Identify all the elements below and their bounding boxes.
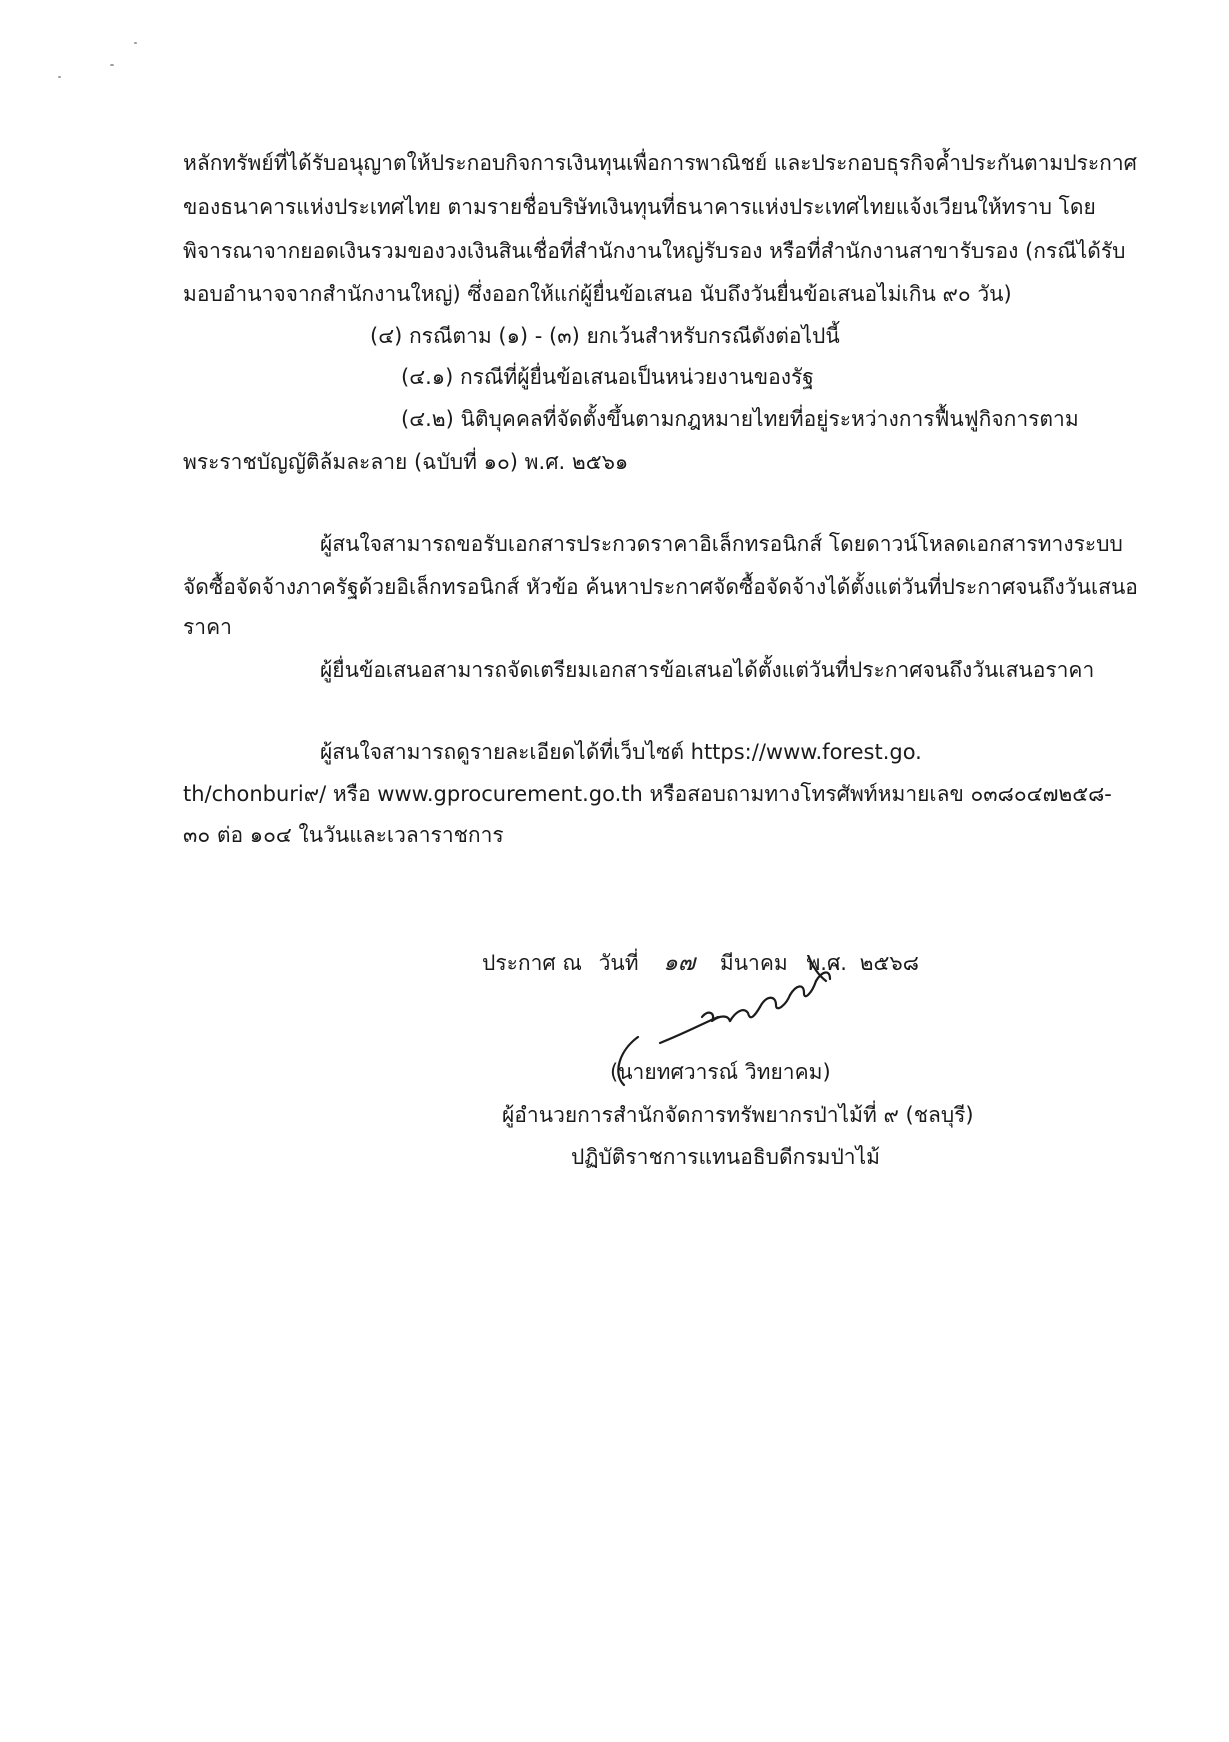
body-line: หลักทรัพย์ที่ได้รับอนุญาตให้ประกอบกิจการเงินทุนเพื่อการพาณิชย์ และประกอบธุรกิจค้ำประกันตามประกาศ bbox=[183, 151, 1137, 175]
announce-prefix: ประกาศ ณ bbox=[482, 951, 582, 975]
announce-month: มีนาคม bbox=[719, 951, 788, 975]
body-line: ผู้สนใจสามารถดูรายละเอียดได้ที่เว็บไซต์ https://www.forest.go. bbox=[320, 740, 922, 764]
body-line: จัดซื้อจัดจ้างภาครัฐด้วยอิเล็กทรอนิกส์ หัวข้อ ค้นหาประกาศจัดซื้อจัดจ้างได้ตั้งแต่วันที่ประกาศจนถึงวันเสนอ bbox=[183, 575, 1138, 599]
signatory-acting: ปฏิบัติราชการแทนอธิบดีกรมป่าไม้ bbox=[571, 1145, 881, 1169]
signatory-position: ผู้อำนวยการสำนักจัดการทรัพยากรป่าไม้ที่ ๙ (ชลบุรี) bbox=[502, 1103, 974, 1127]
list-item-4: (๔) กรณีตาม (๑) - (๓) ยกเว้นสำหรับกรณีดังต่อไปนี้ bbox=[370, 324, 840, 348]
list-item-4-2-cont: พระราชบัญญัติล้มละลาย (ฉบับที่ ๑๐) พ.ศ. ๒๕๖๑ bbox=[183, 450, 629, 474]
body-line: มอบอำนาจจากสำนักงานใหญ่) ซึ่งออกให้แก่ผู้ยื่นข้อเสนอ นับถึงวันยื่นข้อเสนอไม่เกิน ๙๐ วัน) bbox=[183, 282, 1012, 306]
announce-day-value: ๑๗ bbox=[663, 950, 696, 976]
announce-era: พ.ศ. bbox=[806, 951, 847, 975]
scan-speck bbox=[58, 76, 61, 78]
body-line: th/chonburi๙/ หรือ www.gprocurement.go.th หรือสอบถามทางโทรศัพท์หมายเลข ๐๓๘๐๔๗๒๕๘- bbox=[183, 782, 1112, 806]
body-line: ผู้ยื่นข้อเสนอสามารถจัดเตรียมเอกสารข้อเสนอได้ตั้งแต่วันที่ประกาศจนถึงวันเสนอราคา bbox=[320, 658, 1095, 682]
signatory-name: (นายทศวารณ์ วิทยาคม) bbox=[610, 1060, 831, 1084]
body-line: ผู้สนใจสามารถขอรับเอกสารประกวดราคาอิเล็กทรอนิกส์ โดยดาวน์โหลดเอกสารทางระบบ bbox=[320, 532, 1123, 556]
body-line: ราคา bbox=[183, 615, 232, 639]
body-line: ของธนาคารแห่งประเทศไทย ตามรายชื่อบริษัทเงินทุนที่ธนาคารแห่งประเทศไทยแจ้งเวียนให้ทราบ โดย bbox=[183, 195, 1096, 219]
announce-year: ๒๕๖๘ bbox=[859, 951, 919, 975]
scan-speck bbox=[110, 64, 114, 66]
announce-day-label: วันที่ bbox=[598, 951, 639, 975]
list-item-4-1: (๔.๑) กรณีที่ผู้ยื่นข้อเสนอเป็นหน่วยงานของรัฐ bbox=[401, 365, 814, 389]
body-line: ๓๐ ต่อ ๑๐๔ ในวันและเวลาราชการ bbox=[183, 823, 504, 847]
body-line: พิจารณาจากยอดเงินรวมของวงเงินสินเชื่อที่สำนักงานใหญ่รับรอง หรือที่สำนักงานสาขารับรอง (กรณีได้รับ bbox=[183, 239, 1126, 263]
list-item-4-2: (๔.๒) นิติบุคคลที่จัดตั้งขึ้นตามกฎหมายไทยที่อยู่ระหว่างการฟื้นฟูกิจการตาม bbox=[401, 407, 1079, 431]
scan-speck bbox=[134, 42, 137, 44]
